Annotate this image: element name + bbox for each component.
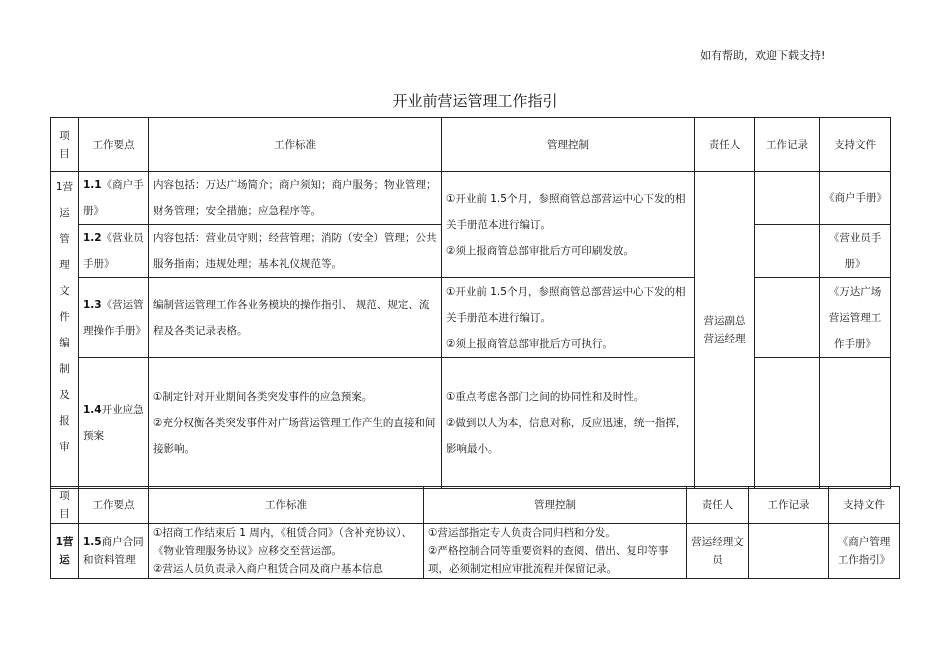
project-cell: 1营运管理文件编制及报审 bbox=[51, 172, 79, 489]
header-work-point: 工作要点 bbox=[79, 118, 149, 172]
item-number: 1.2 bbox=[83, 232, 102, 244]
item-number: 1.4 bbox=[83, 404, 102, 416]
work-point-cell bbox=[79, 278, 149, 358]
control-cell bbox=[442, 172, 695, 278]
control-cell bbox=[424, 524, 687, 579]
support-cell bbox=[820, 358, 891, 489]
record-cell bbox=[755, 358, 820, 489]
work-standard-cell: 内容包括：营业员守则；经营管理；消防（安全）管理；公共服务指南；违规处理；基本礼仪规范等。 bbox=[149, 225, 442, 278]
item-title: 开业应急预案 bbox=[83, 404, 144, 442]
record-cell bbox=[755, 225, 820, 278]
header-work-standard: 工作标准 bbox=[149, 487, 424, 524]
header-responsible: 责任人 bbox=[695, 118, 755, 172]
header-work-record: 工作记录 bbox=[749, 487, 829, 524]
item-title: 《营运管理操作手册》 bbox=[83, 298, 146, 337]
header-work-standard: 工作标准 bbox=[149, 118, 442, 172]
work-standard-cell: 编制营运管理工作各业务模块的操作指引、 规范、规定、流程及各类记录表格。 bbox=[149, 278, 442, 358]
table-row bbox=[51, 524, 900, 579]
standard-line: ①招商工作结束后 1 周内，《租赁合同》（含补充协议）、《物业管理服务协议》应移交至营运部。 bbox=[153, 527, 413, 557]
support-cell: 《商户管理工作指引》 bbox=[829, 524, 900, 579]
work-point-cell bbox=[79, 524, 149, 579]
header-note: 如有帮助，欢迎下载支持! bbox=[700, 49, 826, 62]
work-point-cell bbox=[79, 225, 149, 278]
support-cell: 《万达广场营运管理工作手册》 bbox=[820, 278, 891, 358]
control-line: ②严格控制合同等重要资料的查阅、借出、复印等事项，必须制定相应审批流程并保留记录。 bbox=[428, 545, 669, 575]
header-work-record: 工作记录 bbox=[755, 118, 820, 172]
standard-line: ②充分权衡各类突发事件对广场营运管理工作产生的直接和间接影响。 bbox=[153, 417, 436, 455]
control-line: ①营运部指定专人负责合同归档和分发。 bbox=[428, 527, 616, 539]
table-header-row bbox=[51, 118, 891, 172]
header-work-point: 工作要点 bbox=[79, 487, 149, 524]
item-title: 商户合同和资料管理 bbox=[83, 536, 144, 566]
item-number: 1.1 bbox=[83, 179, 102, 191]
table-header-row bbox=[51, 487, 900, 524]
page-title: 开业前营运管理工作指引 bbox=[392, 92, 558, 110]
header-project: 项目 bbox=[51, 118, 79, 172]
responsible-cell: 营运副总营运经理 bbox=[695, 172, 755, 489]
responsible-cell: 营运经理文员 bbox=[687, 524, 749, 579]
project-cell: 1营运 bbox=[51, 524, 79, 579]
standard-line: ①制定针对开业期间各类突发事件的应急预案。 bbox=[153, 391, 373, 403]
record-cell bbox=[755, 172, 820, 225]
control-line: ①开业前 1.5个月，参照商管总部营运中心下发的相关手册范本进行编订。 bbox=[446, 192, 686, 231]
work-standard-cell bbox=[149, 358, 442, 489]
support-cell: 《商户手册》 bbox=[820, 172, 891, 225]
header-management-control: 管理控制 bbox=[424, 487, 687, 524]
record-cell bbox=[755, 278, 820, 358]
control-cell bbox=[442, 278, 695, 358]
header-project: 项目 bbox=[51, 487, 79, 524]
control-line: ②做到以人为本，信息对称，反应迅速，统一指挥，影响最小。 bbox=[446, 417, 687, 455]
control-line: ①重点考虑各部门之间的协同性和及时性。 bbox=[446, 391, 645, 403]
header-support-docs: 支持文件 bbox=[829, 487, 900, 524]
item-title: 《商户手册》 bbox=[83, 179, 144, 217]
control-line: ①开业前 1.5个月，参照商管总部营运中心下发的相关手册范本进行编订。 bbox=[446, 285, 686, 324]
table-row bbox=[51, 172, 891, 225]
support-cell: 《营业员手册》 bbox=[820, 225, 891, 278]
guide-table-main bbox=[50, 117, 891, 489]
guide-table-continued bbox=[50, 486, 900, 579]
item-number: 1.3 bbox=[83, 298, 102, 311]
header-support-docs: 支持文件 bbox=[820, 118, 891, 172]
table-row bbox=[51, 358, 891, 489]
table-row bbox=[51, 278, 891, 358]
item-number: 1.5 bbox=[83, 536, 102, 548]
item-title: 《营业员手册》 bbox=[83, 232, 144, 270]
standard-line: ②营运人员负责录入商户租赁合同及商户基本信息 bbox=[153, 563, 383, 575]
record-cell bbox=[749, 524, 829, 579]
work-point-cell bbox=[79, 358, 149, 489]
control-line: ②须上报商管总部审批后方可印刷发放。 bbox=[446, 244, 634, 257]
work-point-cell bbox=[79, 172, 149, 225]
header-management-control: 管理控制 bbox=[442, 118, 695, 172]
work-standard-cell: 内容包括：万达广场简介；商户须知；商户服务；物业管理；财务管理；安全措施；应急程序等。 bbox=[149, 172, 442, 225]
control-line: ②须上报商管总部审批后方可执行。 bbox=[446, 337, 613, 350]
work-standard-cell bbox=[149, 524, 424, 579]
control-cell bbox=[442, 358, 695, 489]
header-responsible: 责任人 bbox=[687, 487, 749, 524]
